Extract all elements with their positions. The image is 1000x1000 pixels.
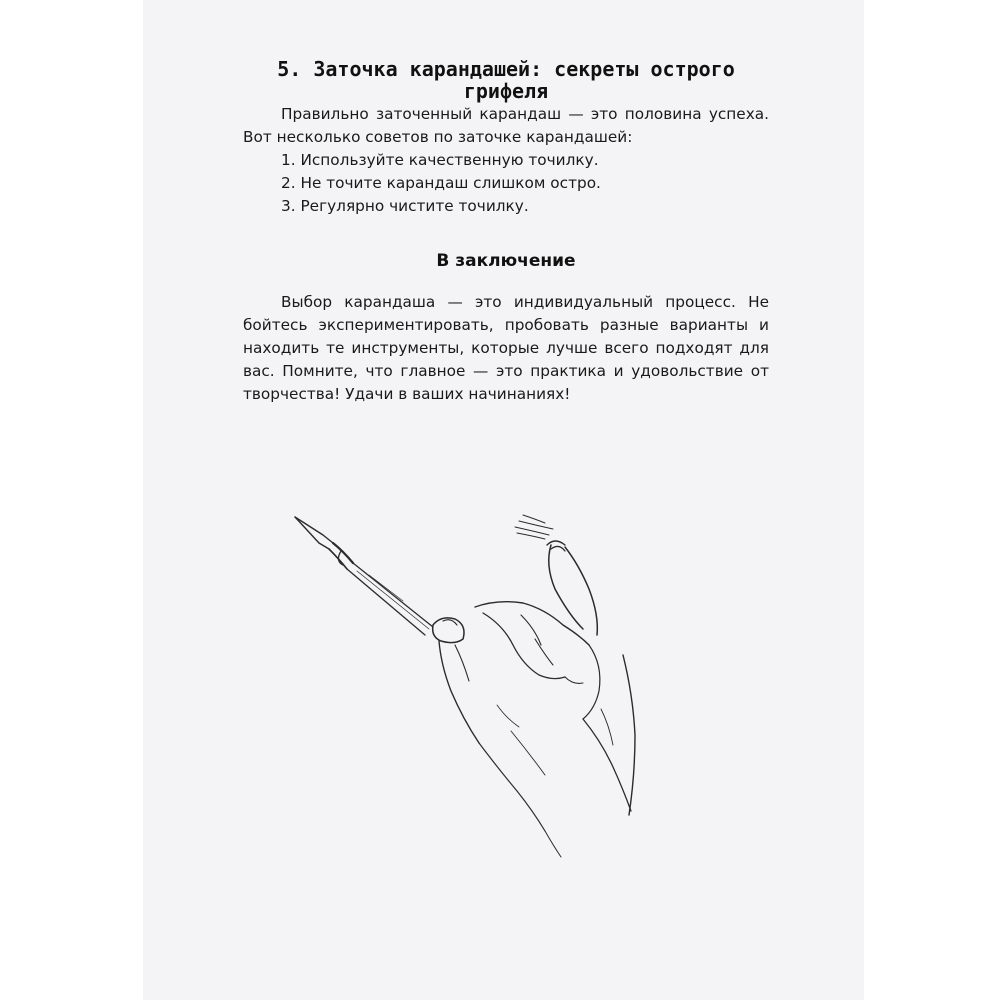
- section-title-line-1: 5. Заточка карандашей: секреты острого: [277, 57, 735, 81]
- section-title-line-2: грифеля: [463, 79, 549, 103]
- conclusion-text: Выбор карандаша — это индивидуальный процесс. Не бойтесь экспериментировать, пробовать разные варианты и находить те инструменты, которые лучше всего подходят для вас. Помните, что главное — это практика и удовольствие от творчества! Удачи в ваших начинаниях!: [243, 293, 769, 403]
- section-title: [243, 58, 769, 102]
- page-content: [243, 58, 769, 406]
- section-intro: Правильно заточенный карандаш — это половина успеха. Вот несколько советов по заточке карандашей:: [243, 105, 769, 146]
- list-item: 2. Не точите карандаш слишком остро.: [281, 174, 601, 192]
- hand-icon: [433, 515, 635, 857]
- conclusion-title: В заключение: [436, 251, 576, 271]
- list-item: 3. Регулярно чистите точилку.: [281, 197, 529, 215]
- document-page: [143, 0, 864, 1000]
- pencil-icon: [295, 517, 433, 635]
- hand-holding-pencil-sketch-icon: [283, 505, 763, 875]
- list-item: 1. Используйте качественную точилку.: [281, 151, 599, 169]
- tips-list: [243, 149, 769, 218]
